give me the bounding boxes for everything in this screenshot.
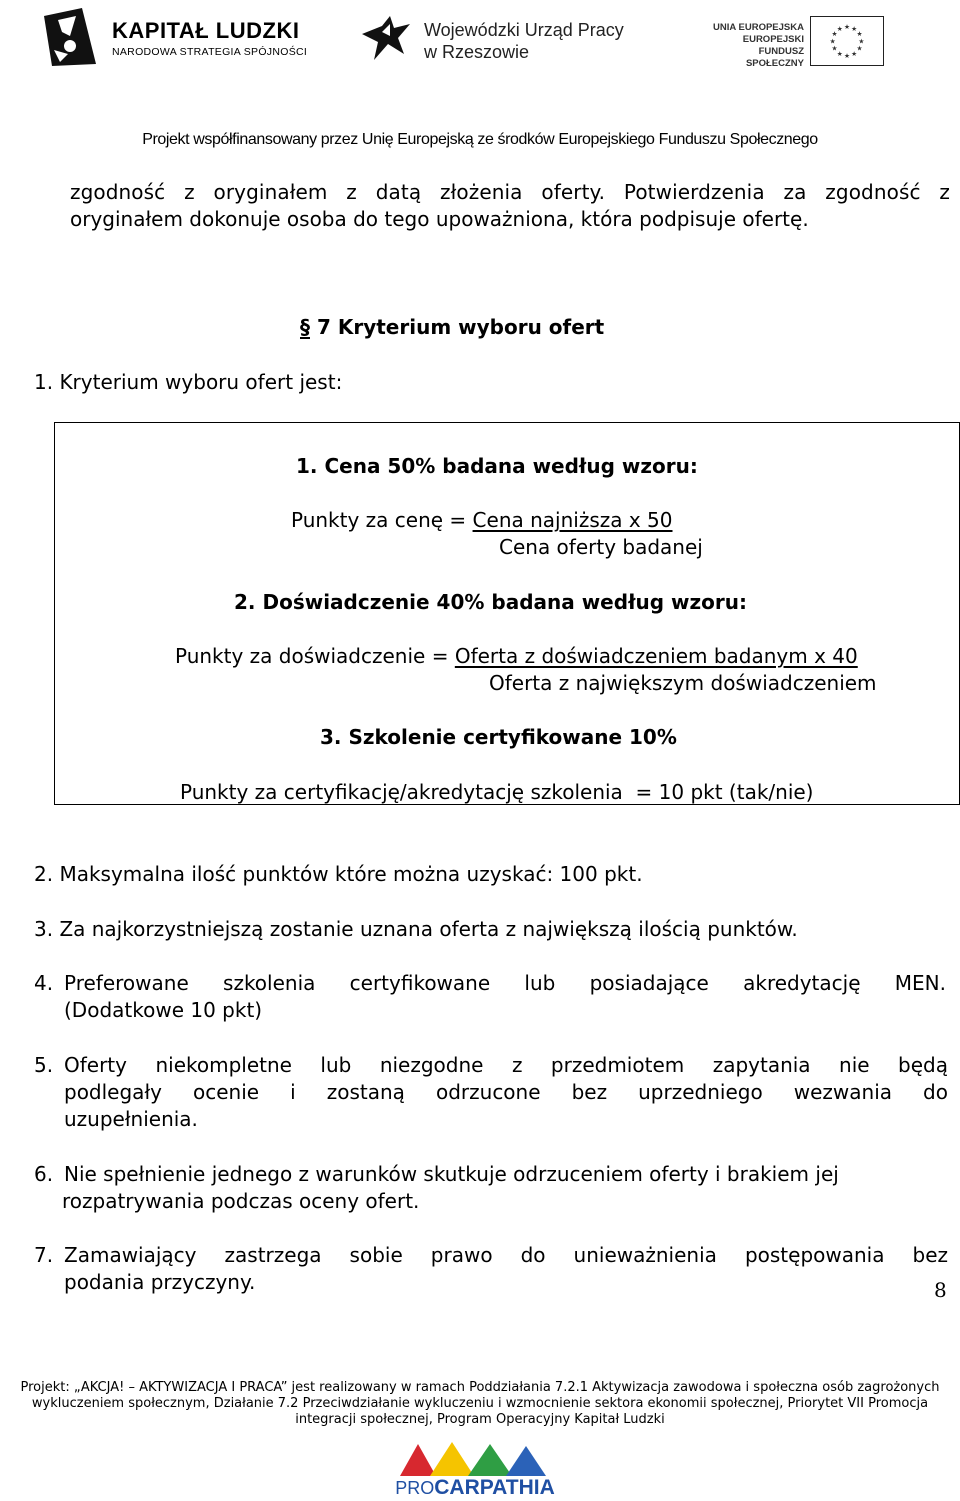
item4-line1-container <box>64 970 946 997</box>
item6-line2: rozpatrywania podczas oceny ofert. <box>62 1189 420 1213</box>
item7-line1-container <box>64 1242 948 1269</box>
section-title: 7 Kryterium wyboru ofert <box>316 315 605 339</box>
eu-star-icon: ★ <box>858 37 865 46</box>
kapital-ludzki-subtitle: NARODOWA STRATEGIA SPÓJNOŚCI <box>112 46 308 58</box>
item3: 3. Za najkorzystniejszą zostanie uznana oferta z największą ilością punktów. <box>34 917 798 941</box>
project-footer <box>0 1380 960 1428</box>
intro-line2: oryginałem dokonuje osoba do tego upoważniona, która podpisuje ofertę. <box>70 207 809 231</box>
footer-line3: integracji społecznej, Program Operacyjny Kapitał Ludzki <box>295 1412 665 1427</box>
item5-line1-container <box>64 1052 948 1079</box>
item7-line2: podania przyczyny. <box>64 1270 256 1294</box>
procarpathia-wordmark <box>390 1476 560 1500</box>
eu-star-icon: ★ <box>831 44 838 53</box>
eu-star-icon: ★ <box>836 49 843 58</box>
criterion2-prefix: Punkty za doświadczenie = <box>175 644 455 668</box>
item7-line1: Zamawiający zastrzega sobie prawo do unieważnienia postępowania bez <box>64 1243 948 1267</box>
wup-logo <box>360 14 630 66</box>
procarpathia-triangles-icon <box>400 1442 550 1476</box>
eu-star-icon: ★ <box>836 24 843 33</box>
criterion3-formula: Punkty za certyfikację/akredytację szkolenia = 10 pkt (tak/nie) <box>180 780 814 804</box>
kapital-ludzki-emblem-icon <box>40 6 100 68</box>
criterion2-heading: 2. Doświadczenie 40% badana według wzoru: <box>234 590 747 614</box>
eu-star-icon: ★ <box>831 30 838 39</box>
item5-line2: podlegały ocenie i zostaną odrzucone bez uprzedniego wezwania do <box>64 1080 948 1104</box>
eu-text <box>700 22 804 70</box>
item6-number: 6. <box>34 1162 54 1186</box>
eu-star-icon: ★ <box>843 51 851 60</box>
footer-line2: wykluczeniem społecznym, Działanie 7.2 Przeciwdziałanie wykluczeniu i wzmocnienie sektora ekonomii społecznej, Priorytet VII Promocja <box>31 1396 929 1411</box>
criterion2-numerator: Oferta z doświadczeniem badanym x 40 <box>454 644 858 668</box>
item2: 2. Maksymalna ilość punktów które można uzyskać: 100 pkt. <box>34 862 643 886</box>
intro-line1-container <box>70 179 950 206</box>
section-symbol: § <box>300 315 310 339</box>
criterion1-numerator: Cena najniższa x 50 <box>472 508 673 532</box>
procarpathia-pro: PRO <box>395 1478 435 1498</box>
item5-line1: Oferty niekompletne lub niezgodne z przedmiotem zapytania nie będą <box>64 1053 948 1077</box>
footer-line1: Projekt: „AKCJA! – AKTYWIZACJA I PRACA” jest realizowany w ramach Poddziałania 7.2.1 Aktywizacja zawodowa i społeczna osób zagrożonych <box>20 1380 940 1395</box>
criterion2-formula <box>175 643 858 670</box>
item4-line2: (Dodatkowe 10 pkt) <box>64 998 263 1022</box>
eu-star-icon: ★ <box>856 30 863 39</box>
eu-star-icon: ★ <box>843 23 851 31</box>
criterion1-formula <box>291 507 673 534</box>
page-number: 8 <box>934 1278 947 1302</box>
item1-label: 1. Kryterium wyboru ofert jest: <box>34 370 343 394</box>
criterion3-heading: 3. Szkolenie certyfikowane 10% <box>320 725 677 749</box>
item4-number: 4. <box>34 971 54 995</box>
item4-line1: Preferowane szkolenia certyfikowane lub posiadające akredytację MEN. <box>64 971 946 995</box>
eu-star-icon: ★ <box>851 49 858 58</box>
eu-star-icon: ★ <box>856 44 863 53</box>
cofinancing-note: Projekt współfinansowany przez Unię Europejską ze środków Europejskiego Funduszu Społecznego <box>142 131 818 148</box>
wup-bird-icon <box>360 14 412 64</box>
section-heading <box>300 315 604 339</box>
eu-text-line3: FUNDUSZ SPOŁECZNY <box>745 46 804 69</box>
wup-name-line1: Wojewódzki Urząd Pracy <box>424 20 624 40</box>
item5-number: 5. <box>34 1053 54 1077</box>
item5-line3: uzupełnienia. <box>64 1107 198 1131</box>
eu-star-icon: ★ <box>829 37 836 46</box>
procarpathia-carpathia: CARPATHIA <box>434 1476 555 1499</box>
kapital-ludzki-logo <box>40 6 308 68</box>
item7-number: 7. <box>34 1243 54 1267</box>
wup-name-line2: w Rzeszowie <box>424 42 530 62</box>
criterion1-denominator: Cena oferty badanej <box>499 535 703 559</box>
eu-star-icon: ★ <box>851 24 858 33</box>
criterion2-denominator: Oferta z największym doświadczeniem <box>489 671 877 695</box>
criterion1-heading: 1. Cena 50% badana według wzoru: <box>296 454 698 478</box>
kapital-ludzki-name: KAPITAŁ LUDZKI <box>112 18 300 43</box>
eu-text-line2: EUROPEJSKI <box>742 34 804 45</box>
item5-line2-container <box>64 1079 948 1106</box>
eu-flag-icon <box>810 16 884 66</box>
criterion1-prefix: Punkty za cenę = <box>291 508 473 532</box>
eu-logo <box>700 16 890 68</box>
item6-line1: Nie spełnienie jednego z warunków skutkuje odrzuceniem oferty i brakiem jej <box>64 1162 839 1186</box>
eu-text-line1: UNIA EUROPEJSKA <box>713 22 804 33</box>
procarpathia-logo <box>390 1442 560 1500</box>
intro-line1: zgodność z oryginałem z datą złożenia oferty. Potwierdzenia za zgodność z <box>70 180 950 204</box>
